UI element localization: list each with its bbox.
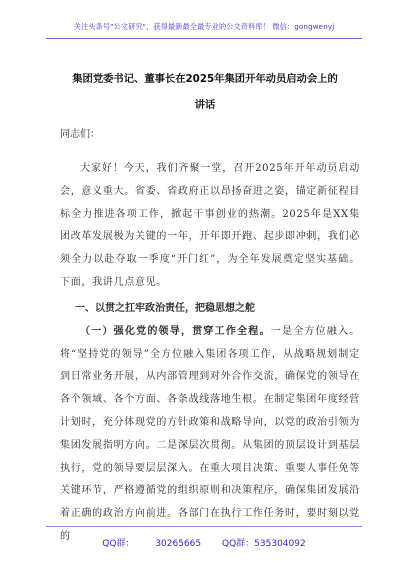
section-heading: 一、以贯之扛牢政治责任，把稳思想之舵 xyxy=(75,302,255,314)
document-title xyxy=(40,66,370,118)
footer-divider xyxy=(46,526,362,527)
title-line-1: 集团党委书记、董事长在2025年集团开年动员启动会上的 xyxy=(72,73,338,85)
header-divider xyxy=(46,38,362,39)
subsection-heading: （一）强化党的领导，贯穿工作全程。 xyxy=(80,325,271,337)
intro-paragraph: 大家好！今天，我们齐聚一堂，召开2025年开年动员启动会，意义重大。省委、省政府正以昂扬奋进之姿，锚定新征程目标全力推进各项工作，掀起干事创业的热潮。2025年是XX集团改革发展极为关键的一年，开年即开跑、起步即冲刺，我们必须全力以赴夺取一季度“开门红”，为全年发展奠定坚实基础。下面，我讲几点意见。 xyxy=(60,163,360,288)
salutation: 同志们： xyxy=(60,129,100,140)
title-line-2: 讲话 xyxy=(194,99,216,111)
document-body xyxy=(60,125,360,549)
subsection-text: 一是全方位融入。将“坚持党的领导”全方位融入集团各项工作，从战略规划制定到日常业务开展，从内部管理到对外合作交流，确保党的领导在各个领域、各个方面、各条战线落地生根。在制定集团年度经营计划时，充分体现党的方针政策和战略导向，以党的政治引领为集团发展指明方向。二是深层次贯彻。从集团的顶层设计到基层执行，党的领导要层层深入。在重大项目决策、重要人事任免等关键环节，严格遵循党的组织原则和决策程序，确保集团发展沿着正确的政治方向前进。各部门在执行工作任务时，要时刻以党的 xyxy=(60,325,360,542)
footer-note: QQ群： 30265665 QQ群：535304092 xyxy=(102,539,306,549)
subsection-paragraph xyxy=(60,321,360,549)
header-note: 关注头条号"公文研究"，获得最新最全最专业的公文资料库！ 微信：gongwenyj xyxy=(73,22,335,31)
